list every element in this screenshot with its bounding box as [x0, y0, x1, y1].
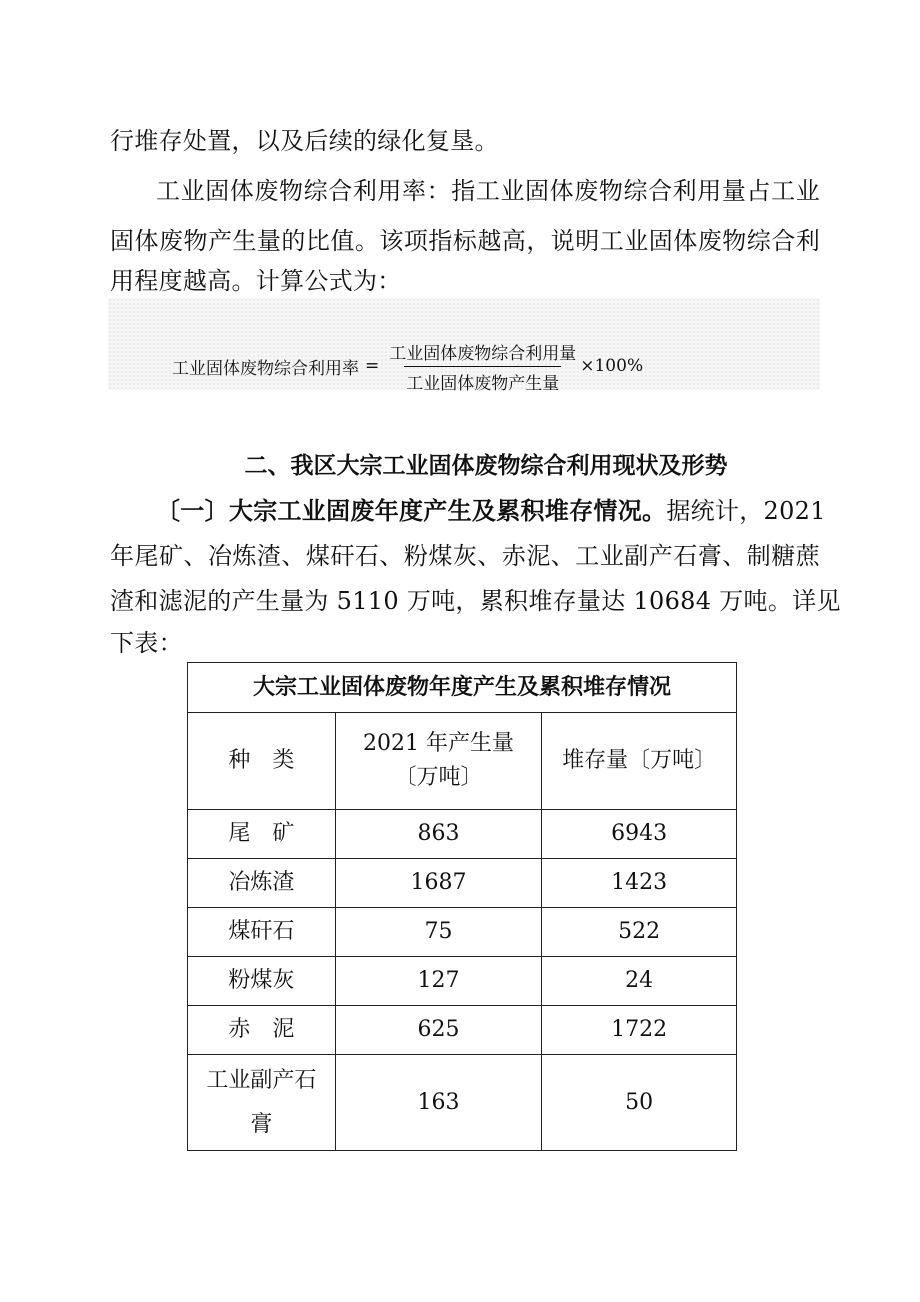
row-stock: 522 [542, 908, 737, 957]
row-category-line-2: 膏 [250, 1111, 273, 1137]
header-category: 种类 [188, 713, 336, 810]
row-category: 赤泥 [188, 1006, 336, 1055]
subsection-line-2: 年尾矿、冶炼渣、煤矸石、粉煤灰、赤泥、工业副产石膏、制糖蔗 [110, 542, 820, 570]
formula-fraction [387, 339, 578, 394]
row-category: 煤矸石 [188, 908, 336, 957]
waste-table [187, 662, 737, 1151]
row-category-line-1: 工业副产石 [206, 1067, 317, 1093]
formula-denominator: 工业固体废物产生量 [404, 366, 561, 394]
row-production: 163 [335, 1055, 542, 1151]
subsection-line-1 [156, 496, 826, 526]
row-category: 尾矿 [188, 810, 336, 859]
table-row [188, 908, 737, 957]
formula-lhs: 工业固体废物综合利用率 [172, 358, 359, 379]
table-row [188, 1055, 737, 1151]
row-stock: 1423 [542, 859, 737, 908]
table-row [188, 859, 737, 908]
subsection-line-1-rest: 据统计，2021 [666, 497, 826, 525]
formula-multiplier: ×100% [580, 356, 644, 376]
row-category [188, 1055, 336, 1151]
table-caption: 大宗工业固体废物年度产生及累积堆存情况 [188, 663, 737, 713]
row-stock: 6943 [542, 810, 737, 859]
subsection-heading: 〔一〕大宗工业固废年度产生及累积堆存情况。 [156, 497, 667, 525]
row-production: 625 [335, 1006, 542, 1055]
row-production: 1687 [335, 859, 542, 908]
header-production-line-1: 2021 年产生量 [363, 731, 514, 756]
row-stock: 1722 [542, 1006, 737, 1055]
formula-numerator: 工业固体废物综合利用量 [389, 343, 577, 364]
paragraph-continuation: 行堆存处置，以及后续的绿化复垦。 [110, 127, 499, 155]
row-stock: 50 [542, 1055, 737, 1151]
table-row [188, 1006, 737, 1055]
row-production: 863 [335, 810, 542, 859]
row-production: 127 [335, 957, 542, 1006]
header-stock: 堆存量〔万吨〕 [542, 713, 737, 810]
subsection-line-3: 渣和滤泥的产生量为 5110 万吨，累积堆存量达 10684 万吨。详见 [110, 587, 841, 615]
formula-equals: = [365, 356, 380, 376]
row-stock: 24 [542, 957, 737, 1006]
definition-line-3: 用程度越高。计算公式为： [110, 267, 402, 295]
formula [172, 340, 643, 392]
header-production-line-2: 〔万吨〕 [394, 765, 483, 790]
row-category: 粉煤灰 [188, 957, 336, 1006]
row-production: 75 [335, 908, 542, 957]
subsection-line-4: 下表： [110, 629, 183, 657]
table-caption-row [188, 663, 737, 713]
table-row [188, 957, 737, 1006]
row-category: 冶炼渣 [188, 859, 336, 908]
header-production [335, 713, 542, 810]
definition-line-1: 工业固体废物综合利用率：指工业固体废物综合利用量占工业 [156, 177, 820, 205]
section-title: 二、我区大宗工业固体废物综合利用现状及形势 [244, 453, 728, 479]
definition-line-2: 固体废物产生量的比值。该项指标越高，说明工业固体废物综合利 [110, 227, 820, 255]
table-header-row [188, 713, 737, 810]
table-row [188, 810, 737, 859]
